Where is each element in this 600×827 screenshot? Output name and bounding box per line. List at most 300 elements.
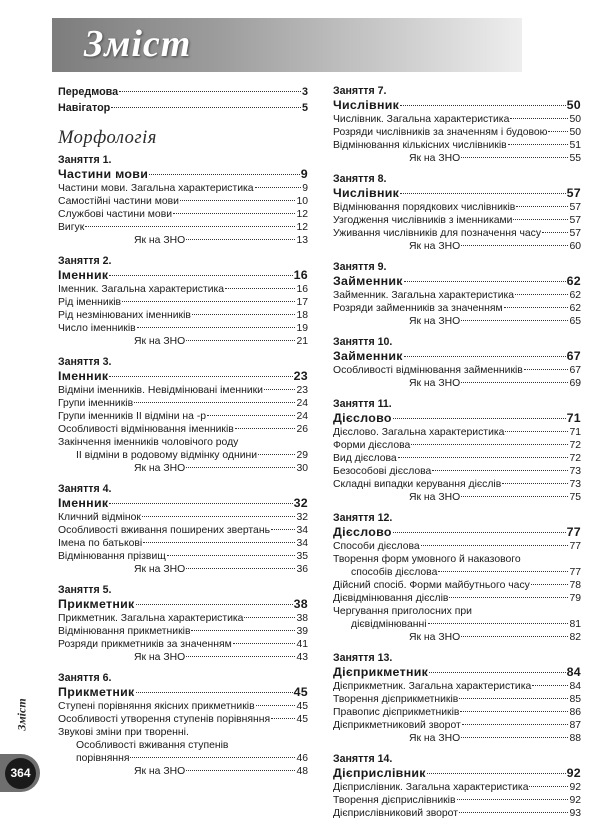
leader-dots xyxy=(461,495,568,497)
leader-dots xyxy=(109,274,292,276)
toc-entry-page: 67 xyxy=(566,349,581,363)
toc-entry-title: Іменник xyxy=(58,268,109,282)
toc-entry-page: 62 xyxy=(569,290,581,301)
lesson-title: Заняття 5. xyxy=(58,584,112,596)
leader-dots xyxy=(400,104,565,106)
lesson-block xyxy=(58,583,308,664)
toc-entry-page: 57 xyxy=(566,186,581,200)
toc-entry-title: Особливості відмінювання іменників xyxy=(58,424,234,435)
toc-entry-page: 35 xyxy=(296,551,308,562)
toc-zno-entry[interactable] xyxy=(58,462,308,475)
leader-dots xyxy=(235,427,296,429)
toc-entry-title: Дійсний спосіб. Форми майбутнього часу xyxy=(333,580,530,591)
toc-zno-entry[interactable] xyxy=(58,765,308,778)
toc-entry-page: 72 xyxy=(569,440,581,451)
leader-dots xyxy=(461,319,568,321)
toc-entry-title: Як на ЗНО xyxy=(134,652,186,663)
toc-entry[interactable] xyxy=(333,426,581,439)
toc-topic-entry[interactable] xyxy=(333,411,581,426)
toc-entry-page: 38 xyxy=(296,613,308,624)
toc-entry[interactable] xyxy=(58,208,308,221)
toc-entry[interactable] xyxy=(58,283,308,296)
toc-entry[interactable] xyxy=(333,126,581,139)
toc-entry-title: Форми дієслова xyxy=(333,440,411,451)
toc-entry-title: Іменник xyxy=(58,369,109,383)
lesson-title: Заняття 12. xyxy=(333,512,393,524)
leader-dots xyxy=(136,603,293,605)
lesson-title: Заняття 4. xyxy=(58,483,112,495)
toc-entry[interactable] xyxy=(58,296,308,309)
leader-dots xyxy=(173,212,295,214)
toc-topic-entry[interactable] xyxy=(58,369,308,384)
leader-dots xyxy=(504,306,569,308)
toc-entry[interactable] xyxy=(333,781,581,794)
toc-entry[interactable] xyxy=(333,465,581,478)
toc-entry-title: дієвідмінюванні xyxy=(351,619,427,630)
toc-right-column xyxy=(333,84,581,827)
leader-dots xyxy=(510,117,568,119)
leader-dots xyxy=(432,469,568,471)
toc-entry[interactable] xyxy=(58,410,308,423)
toc-zno-entry[interactable] xyxy=(58,335,308,348)
lesson-title: Заняття 2. xyxy=(58,255,112,267)
leader-dots xyxy=(404,280,566,282)
toc-entry[interactable] xyxy=(333,478,581,491)
leader-dots xyxy=(225,287,295,289)
toc-entry[interactable] xyxy=(58,511,308,524)
toc-entry-page: 32 xyxy=(293,496,308,510)
toc-entry[interactable] xyxy=(58,550,308,563)
leader-dots xyxy=(271,528,295,530)
toc-entry-page: 34 xyxy=(296,538,308,549)
toc-entry-title: Розряди числівників за значенням і будовою xyxy=(333,127,548,138)
section-heading: Морфологія xyxy=(58,128,157,148)
toc-entry-title: Як на ЗНО xyxy=(409,378,461,389)
toc-zno-entry[interactable] xyxy=(58,651,308,664)
toc-entry-page: 9 xyxy=(302,183,308,194)
toc-entry-title: Особливості відмінювання займенників xyxy=(333,365,523,376)
toc-entry[interactable] xyxy=(333,680,581,693)
toc-topic-entry[interactable] xyxy=(58,167,308,182)
toc-entry-title: Як на ЗНО xyxy=(134,766,186,777)
toc-entry-page: 24 xyxy=(296,411,308,422)
leader-dots xyxy=(393,531,566,533)
toc-entry-title: Відмінювання порядкових числівників xyxy=(333,202,516,213)
toc-zno-entry[interactable] xyxy=(333,152,581,165)
toc-entry-title: Способи дієслова xyxy=(333,541,420,552)
toc-zno-entry[interactable] xyxy=(333,377,581,390)
lesson-block xyxy=(333,651,581,745)
toc-entry-title: Службові частини мови xyxy=(58,209,173,220)
toc-entry[interactable] xyxy=(333,439,581,452)
toc-entry[interactable] xyxy=(58,182,308,195)
toc-entry-page: 82 xyxy=(569,632,581,643)
toc-entry-title: Навігатор xyxy=(58,102,111,114)
lesson-block xyxy=(333,260,581,328)
leader-dots xyxy=(130,756,295,758)
toc-zno-entry[interactable] xyxy=(333,240,581,253)
toc-topic-entry[interactable] xyxy=(333,525,581,540)
leader-dots xyxy=(427,772,566,774)
leader-dots xyxy=(122,300,295,302)
toc-entry-page: 50 xyxy=(566,98,581,112)
toc-entry-page: 71 xyxy=(566,411,581,425)
lesson-title: Заняття 13. xyxy=(333,652,393,664)
toc-entry-page: 67 xyxy=(569,365,581,376)
toc-entry-page: 92 xyxy=(566,766,581,780)
toc-entry[interactable] xyxy=(333,302,581,315)
toc-entry-title: Безособові дієслова xyxy=(333,466,432,477)
toc-entry[interactable] xyxy=(333,139,581,152)
toc-entry-title: Як на ЗНО xyxy=(409,153,461,164)
toc-entry-front-1[interactable] xyxy=(58,84,308,100)
toc-entry-page: 23 xyxy=(296,385,308,396)
toc-entry-title: Особливості утворення ступенів порівняння xyxy=(58,714,271,725)
toc-entry[interactable] xyxy=(333,579,581,592)
toc-entry[interactable] xyxy=(333,289,581,302)
lesson-block xyxy=(58,153,308,247)
toc-entry-page: 77 xyxy=(569,541,581,552)
leader-dots xyxy=(186,567,295,569)
toc-entry-title: Дієслово. Загальна характеристика xyxy=(333,427,505,438)
toc-entry[interactable] xyxy=(333,214,581,227)
leader-dots xyxy=(119,90,301,92)
toc-entry[interactable] xyxy=(333,201,581,214)
toc-entry[interactable] xyxy=(58,700,308,713)
toc-entry-title: Частини мови. Загальна характеристика xyxy=(58,183,254,194)
toc-entry-page: 50 xyxy=(569,114,581,125)
toc-entry[interactable] xyxy=(58,625,308,638)
toc-entry[interactable] xyxy=(58,322,308,335)
toc-entry[interactable] xyxy=(333,540,581,553)
leader-dots xyxy=(264,388,295,390)
toc-entry-title: Рід незмінюваних іменників xyxy=(58,310,191,321)
toc-entry-page: 77 xyxy=(569,567,581,578)
toc-entry-title: способів дієслова xyxy=(351,567,438,578)
toc-topic-entry[interactable] xyxy=(58,496,308,511)
toc-entry-title: Числівник xyxy=(333,98,400,112)
toc-entry-page: 92 xyxy=(569,782,581,793)
toc-entry-page: 18 xyxy=(296,310,308,321)
toc-entry-title: Як на ЗНО xyxy=(134,336,186,347)
lesson-block xyxy=(58,671,308,778)
toc-entry-title: Дієслово xyxy=(333,525,392,539)
leader-dots xyxy=(502,482,568,484)
toc-topic-entry[interactable] xyxy=(333,665,581,680)
toc-entry-page: 92 xyxy=(569,795,581,806)
toc-entry-page: 3 xyxy=(301,86,308,98)
leader-dots xyxy=(461,635,568,637)
toc-entry-title: Розряди займенників за значенням xyxy=(333,303,503,314)
leader-dots xyxy=(143,541,295,543)
toc-entry-title: Дієприслівник. Загальна характеристика xyxy=(333,782,529,793)
toc-entry-page: 71 xyxy=(569,427,581,438)
leader-dots xyxy=(505,430,568,432)
toc-entry-page: 39 xyxy=(296,626,308,637)
toc-entry-title: Відмінювання кількісних числівників xyxy=(333,140,507,151)
toc-entry-title: Вигук xyxy=(58,222,85,233)
lesson-title: Заняття 8. xyxy=(333,173,387,185)
toc-zno-entry[interactable] xyxy=(333,631,581,644)
leader-dots xyxy=(186,655,295,657)
leader-dots xyxy=(428,622,569,624)
leader-dots xyxy=(180,199,295,201)
toc-entry-page: 32 xyxy=(296,512,308,523)
leader-dots xyxy=(258,453,295,455)
toc-zno-entry[interactable] xyxy=(333,491,581,504)
toc-entry-page: 17 xyxy=(296,297,308,308)
toc-entry-text: Звукові зміни при творенні. xyxy=(58,727,189,738)
leader-dots xyxy=(429,671,565,673)
toc-entry-page: 9 xyxy=(300,167,308,181)
leader-dots xyxy=(529,785,568,787)
toc-entry-page: 57 xyxy=(569,228,581,239)
leader-dots xyxy=(186,238,295,240)
leader-dots xyxy=(457,798,569,800)
page-title: Зміст xyxy=(84,23,192,65)
toc-entry[interactable] xyxy=(58,309,308,322)
toc-entry-title: Імена по батькові xyxy=(58,538,143,549)
toc-entry-page: 81 xyxy=(569,619,581,630)
toc-entry-page: 10 xyxy=(296,196,308,207)
toc-entry-title: Узгодження числівників з іменниками xyxy=(333,215,513,226)
toc-entry[interactable] xyxy=(333,592,581,605)
toc-entry-title: Групи іменників xyxy=(58,398,134,409)
toc-topic-entry[interactable] xyxy=(333,274,581,289)
toc-entry-title: Ступені порівняння якісних прикметників xyxy=(58,701,255,712)
toc-entry-title: Іменник. Загальна характеристика xyxy=(58,284,225,295)
toc-entry-title: Як на ЗНО xyxy=(134,463,186,474)
toc-entry-title: Числівник xyxy=(333,186,400,200)
toc-entry-page: 19 xyxy=(296,323,308,334)
toc-entry[interactable] xyxy=(58,524,308,537)
toc-entry-title: Групи іменників ІІ відміни на -р xyxy=(58,411,207,422)
leader-dots xyxy=(513,218,568,220)
toc-topic-entry[interactable] xyxy=(333,98,581,113)
lesson-block xyxy=(58,254,308,348)
toc-entry-title: Рід іменників xyxy=(58,297,122,308)
toc-entry-page: 73 xyxy=(569,466,581,477)
toc-zno-entry[interactable] xyxy=(58,563,308,576)
toc-zno-entry[interactable] xyxy=(333,732,581,745)
leader-dots xyxy=(421,544,569,546)
toc-entry-page: 16 xyxy=(296,284,308,295)
toc-entry-page: 38 xyxy=(293,597,308,611)
toc-entry[interactable] xyxy=(333,364,581,377)
toc-entry-page: 57 xyxy=(569,215,581,226)
toc-entry-page: 77 xyxy=(566,525,581,539)
toc-entry-page: 41 xyxy=(296,639,308,650)
toc-entry-title: Як на ЗНО xyxy=(409,632,461,643)
toc-entry[interactable] xyxy=(58,638,308,651)
toc-entry-page: 87 xyxy=(569,720,581,731)
leader-dots xyxy=(532,684,568,686)
toc-entry-page: 57 xyxy=(569,202,581,213)
toc-entry-page: 85 xyxy=(569,694,581,705)
toc-entry-title: Як на ЗНО xyxy=(134,235,186,246)
toc-entry-title: Творення дієприслівників xyxy=(333,795,456,806)
toc-entry[interactable] xyxy=(58,449,308,462)
leader-dots xyxy=(109,502,292,504)
toc-entry-page: 23 xyxy=(293,369,308,383)
leader-dots xyxy=(400,192,565,194)
lesson-block xyxy=(333,84,581,165)
toc-topic-entry[interactable] xyxy=(333,349,581,364)
toc-entry[interactable] xyxy=(333,618,581,631)
toc-entry[interactable] xyxy=(58,752,308,765)
toc-topic-entry[interactable] xyxy=(58,597,308,612)
toc-entry-title: Правопис дієприкметників xyxy=(333,707,460,718)
toc-entry-title: Займенник xyxy=(333,349,403,363)
leader-dots xyxy=(524,368,569,370)
toc-zno-entry[interactable] xyxy=(333,315,581,328)
leader-dots xyxy=(192,313,296,315)
toc-entry-title: Творення дієприкметників xyxy=(333,694,459,705)
toc-entry-title: Відміни іменників. Невідмінювані іменники xyxy=(58,385,263,396)
toc-entry[interactable] xyxy=(333,719,581,732)
toc-entry[interactable] xyxy=(58,423,308,436)
toc-entry[interactable] xyxy=(58,397,308,410)
toc-left-column xyxy=(58,84,308,785)
leader-dots xyxy=(398,456,569,458)
side-label-text: Зміст xyxy=(14,697,29,731)
toc-zno-entry[interactable] xyxy=(58,234,308,247)
toc-entry-page: 86 xyxy=(569,707,581,718)
leader-dots xyxy=(271,717,295,719)
toc-entry-title: Розряди прикметників за значенням xyxy=(58,639,232,650)
toc-entry[interactable] xyxy=(58,713,308,726)
toc-entry[interactable] xyxy=(58,221,308,234)
toc-entry-title: Як на ЗНО xyxy=(134,564,186,575)
lesson-block xyxy=(333,172,581,253)
leader-dots xyxy=(461,156,568,158)
right-lessons-list xyxy=(333,84,581,820)
leader-dots xyxy=(134,401,295,403)
leader-dots xyxy=(461,244,568,246)
leader-dots xyxy=(191,629,295,631)
toc-entry-title: Уживання числівників для позначення часу xyxy=(333,228,542,239)
toc-entry-page: 73 xyxy=(569,479,581,490)
toc-entry-title: Дієприкметник. Загальна характеристика xyxy=(333,681,532,692)
leader-dots xyxy=(186,339,295,341)
toc-entry-title: Дієвідмінювання дієслів xyxy=(333,593,449,604)
toc-entry-page: 43 xyxy=(296,652,308,663)
leader-dots xyxy=(548,130,568,132)
toc-entry-title: Прикметник xyxy=(58,597,135,611)
leader-dots xyxy=(111,106,301,108)
toc-entry[interactable] xyxy=(58,612,308,625)
lesson-block xyxy=(333,752,581,820)
toc-entry-title: Частини мови xyxy=(58,167,149,181)
toc-entry-page: 46 xyxy=(296,753,308,764)
toc-entry-page: 26 xyxy=(296,424,308,435)
leader-dots xyxy=(233,642,296,644)
leader-dots xyxy=(449,596,568,598)
leader-dots xyxy=(244,616,295,618)
leader-dots xyxy=(531,583,569,585)
leader-dots xyxy=(186,769,295,771)
toc-topic-entry[interactable] xyxy=(58,268,308,283)
toc-entry-page: 30 xyxy=(296,463,308,474)
toc-entry-title: Передмова xyxy=(58,86,119,98)
toc-entry-title: Кличний відмінок xyxy=(58,512,141,523)
toc-entry-title: Відмінювання прізвищ xyxy=(58,551,166,562)
leader-dots xyxy=(167,554,296,556)
toc-entry-page: 45 xyxy=(296,701,308,712)
toc-entry-title: Вид дієслова xyxy=(333,453,397,464)
toc-entry-title: Прикметник. Загальна характеристика xyxy=(58,613,244,624)
toc-entry-page: 50 xyxy=(569,127,581,138)
leader-dots xyxy=(393,417,566,419)
toc-entry[interactable] xyxy=(333,227,581,240)
leader-dots xyxy=(459,811,568,813)
toc-entry[interactable] xyxy=(58,537,308,550)
toc-entry-title: Особливості вживання поширених звертань xyxy=(58,525,270,536)
toc-entry-title: Дієприкметниковий зворот xyxy=(333,720,461,731)
toc-entry-title: Число іменників xyxy=(58,323,136,334)
lesson-title: Заняття 3. xyxy=(58,356,112,368)
toc-entry-page: 69 xyxy=(569,378,581,389)
toc-entry-page: 5 xyxy=(301,102,308,114)
leader-dots xyxy=(149,173,300,175)
toc-entry[interactable] xyxy=(333,113,581,126)
leader-dots xyxy=(508,143,569,145)
toc-entry[interactable] xyxy=(333,566,581,579)
leader-dots xyxy=(207,414,295,416)
lesson-title: Заняття 10. xyxy=(333,336,393,348)
toc-entry-page: 29 xyxy=(296,450,308,461)
leader-dots xyxy=(460,710,568,712)
toc-entry[interactable] xyxy=(333,706,581,719)
toc-entry-title: ІІ відміни в родовому відмінку однини xyxy=(76,450,258,461)
toc-entry-front-2[interactable] xyxy=(58,100,308,116)
toc-entry-page: 13 xyxy=(296,235,308,246)
toc-entry-page: 79 xyxy=(569,593,581,604)
toc-entry-page: 65 xyxy=(569,316,581,327)
toc-entry-page: 75 xyxy=(569,492,581,503)
toc-topic-entry[interactable] xyxy=(333,186,581,201)
toc-entry-text: Особливості вживання ступенів xyxy=(76,740,229,751)
toc-entry[interactable] xyxy=(58,195,308,208)
toc-topic-entry[interactable] xyxy=(333,766,581,781)
toc-entry-page: 88 xyxy=(569,733,581,744)
leader-dots xyxy=(462,723,569,725)
leader-dots xyxy=(142,515,295,517)
toc-entry[interactable] xyxy=(58,384,308,397)
toc-entry-title: Як на ЗНО xyxy=(409,241,461,252)
leader-dots xyxy=(256,704,296,706)
toc-entry[interactable] xyxy=(333,452,581,465)
toc-entry-text: Чергування приголосних при xyxy=(333,606,472,617)
toc-entry-page: 45 xyxy=(296,714,308,725)
toc-entry-page: 93 xyxy=(569,808,581,819)
toc-entry-title: Самостійні частини мови xyxy=(58,196,179,207)
toc-topic-entry[interactable] xyxy=(58,685,308,700)
side-section-label xyxy=(10,684,34,744)
toc-entry-page: 48 xyxy=(296,766,308,777)
toc-entry[interactable] xyxy=(333,693,581,706)
toc-entry-title: Займенник xyxy=(333,274,403,288)
toc-entry-title: Числівник. Загальна характеристика xyxy=(333,114,510,125)
toc-entry-page: 24 xyxy=(296,398,308,409)
leader-dots xyxy=(109,375,292,377)
toc-entry-page: 78 xyxy=(569,580,581,591)
toc-entry-title: Іменник xyxy=(58,496,109,510)
leader-dots xyxy=(404,355,566,357)
toc-entry-page: 12 xyxy=(296,209,308,220)
toc-entry-title: Як на ЗНО xyxy=(409,733,461,744)
toc-entry[interactable] xyxy=(333,807,581,820)
